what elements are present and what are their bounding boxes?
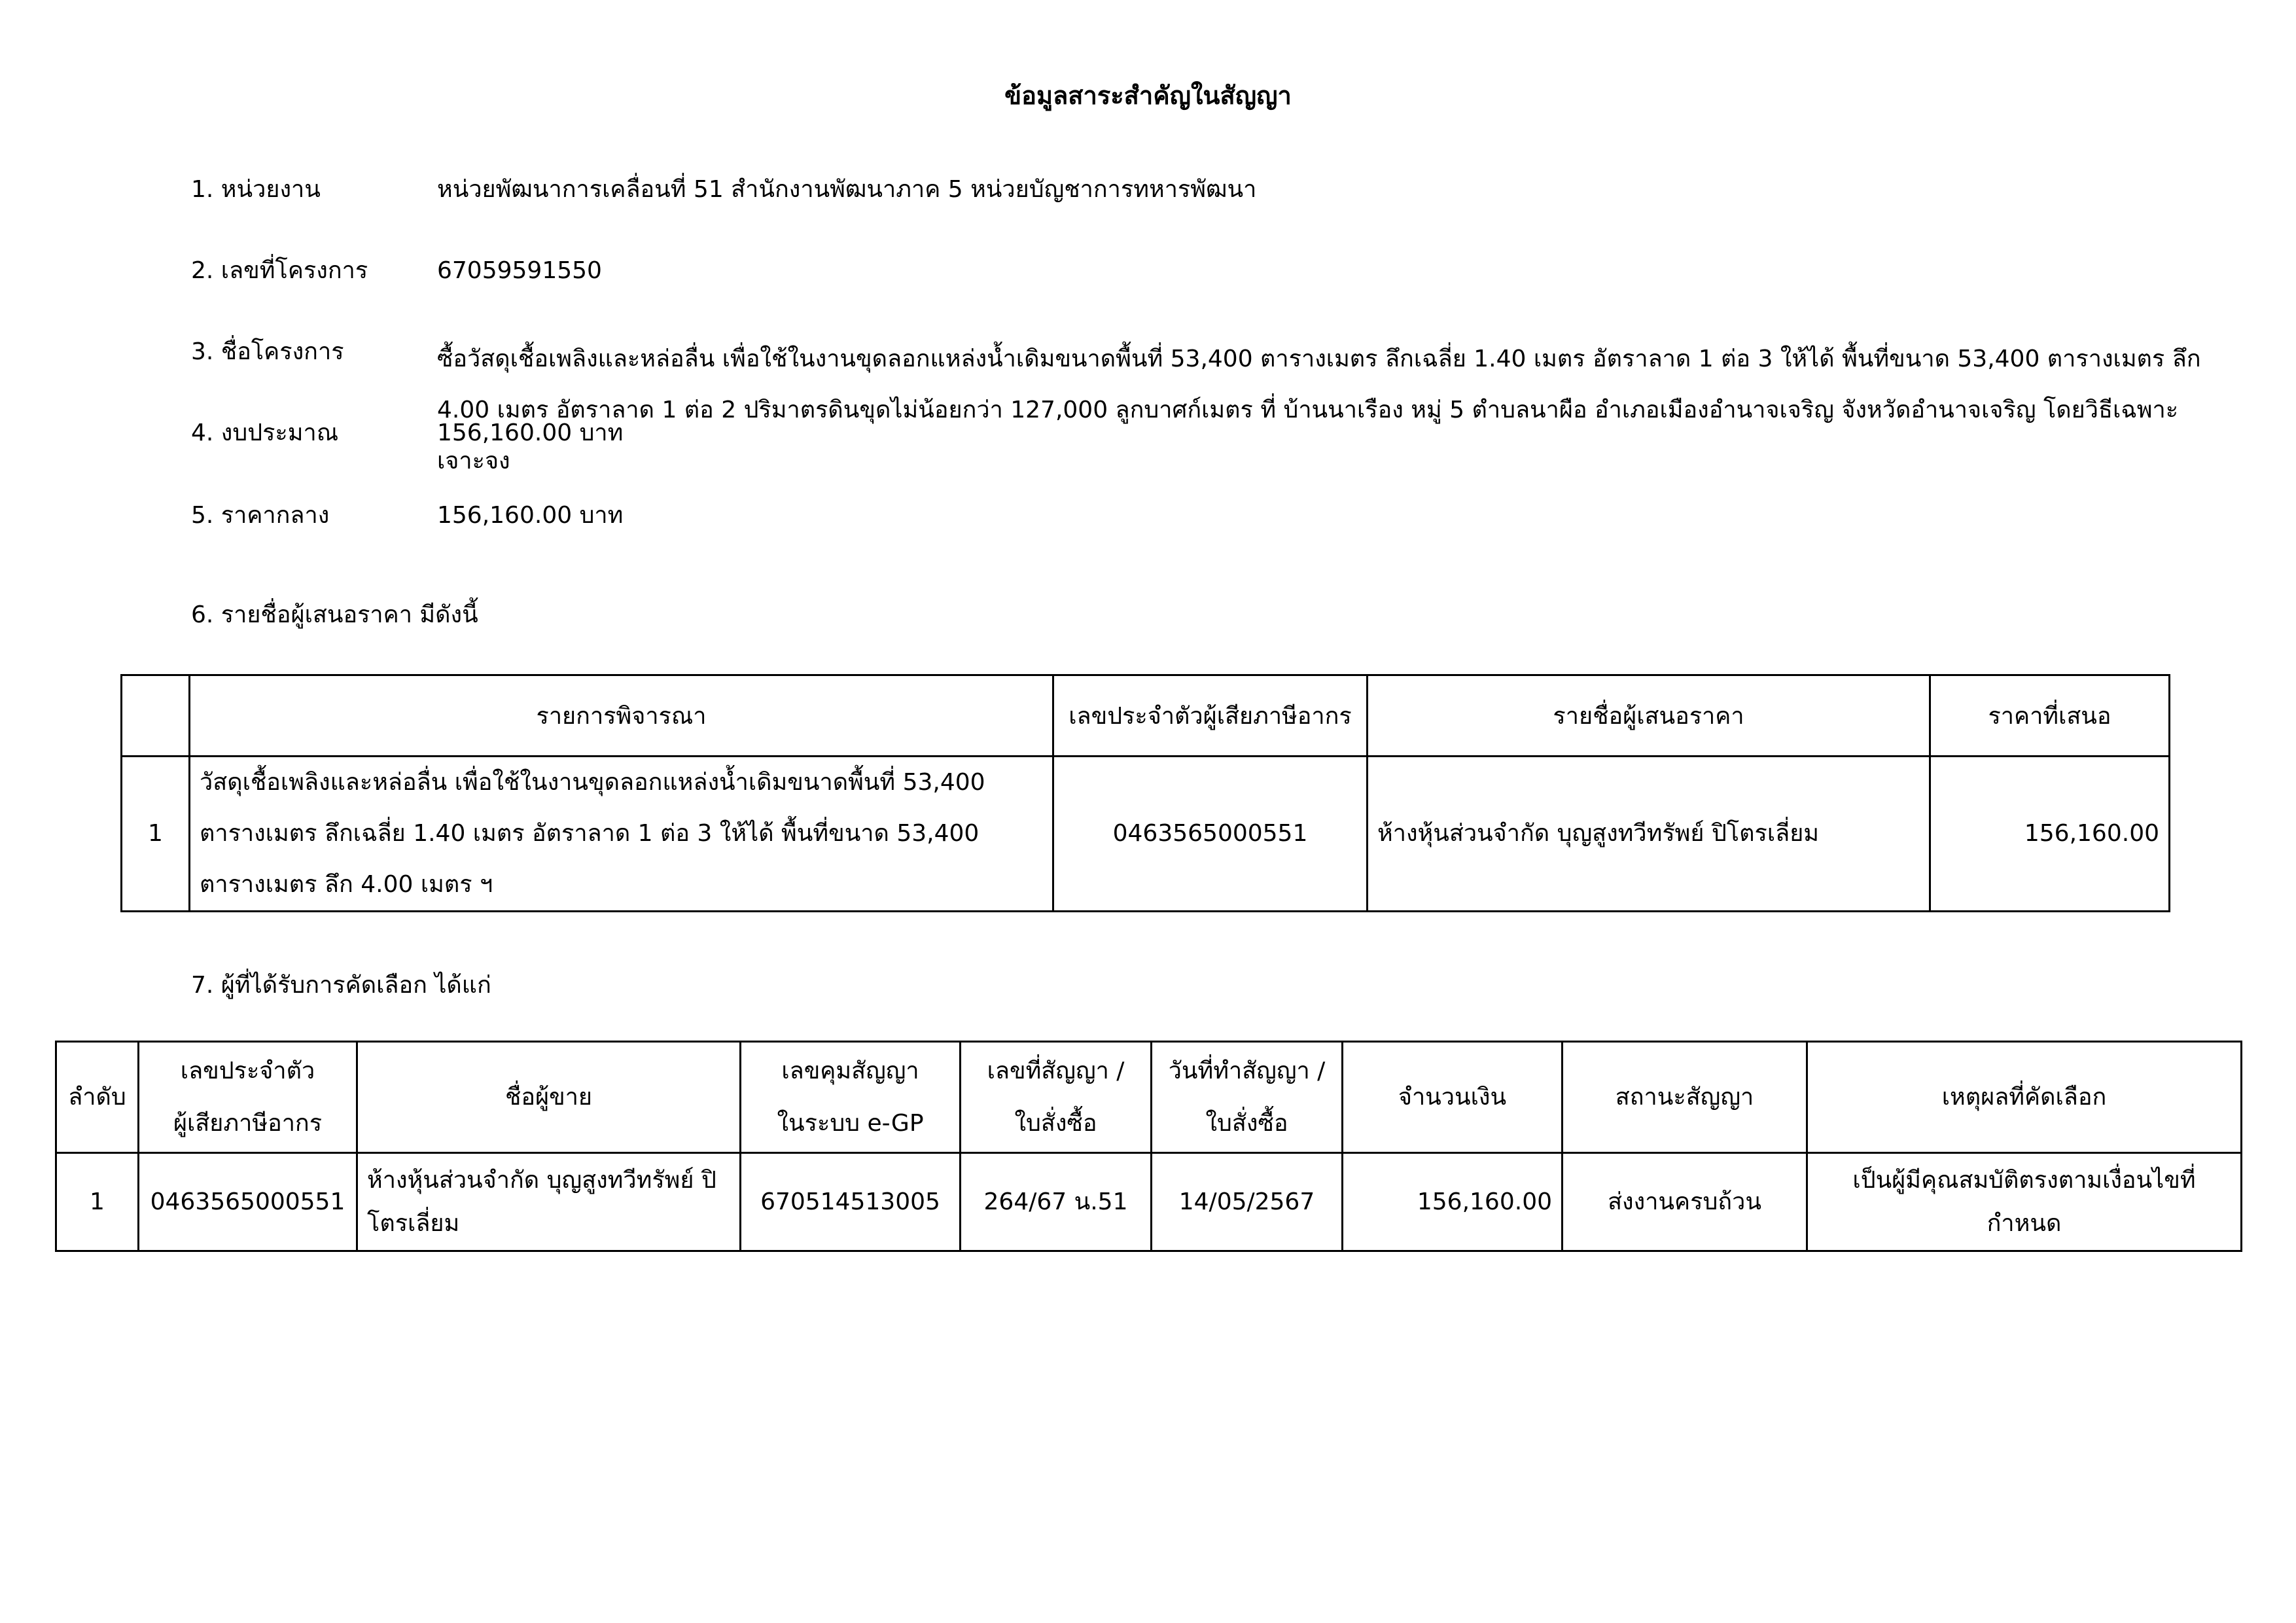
- winner-header-amount: จำนวนเงิน: [1343, 1042, 1563, 1153]
- winner-header-contract-date: [1152, 1042, 1343, 1153]
- winner-header-egp: [741, 1042, 961, 1153]
- project-name-label: 3. ชื่อโครงการ: [191, 338, 344, 365]
- budget-label: 4. งบประมาณ: [191, 419, 339, 446]
- winner-header-seller: ชื่อผู้ขาย: [357, 1042, 741, 1153]
- bidders-cell-item: วัสดุเชื้อเพลิงและหล่อลื่น เพื่อใช้ในงานขุดลอกแหล่งน้ำเดิมขนาดพื้นที่ 53,400 ตารางเมตร ลึกเฉลี่ย 1.40 เมตร อัตราลาด 1 ต่อ 3 ให้ได้ พื้นที่ขนาด 53,400 ตารางเมตร ลึก 4.00 เมตร ฯ: [190, 757, 1053, 912]
- winner-header-status: สถานะสัญญา: [1563, 1042, 1807, 1153]
- bidders-header-tax-id: เลขประจำตัวผู้เสียภาษีอากร: [1053, 675, 1368, 757]
- agency-label: 1. หน่วยงาน: [191, 176, 321, 203]
- document-title: ข้อมูลสาระสำคัญในสัญญา: [1004, 81, 1292, 110]
- project-number-label: 2. เลขที่โครงการ: [191, 257, 368, 284]
- bidders-header-bidder: รายชื่อผู้เสนอราคา: [1368, 675, 1930, 757]
- winner-cell-seller: ห้างหุ้นส่วนจำกัด บุญสูงทวีทรัพย์ ปิโตรเลี่ยม: [357, 1153, 741, 1251]
- winner-header-no: ลำดับ: [56, 1042, 139, 1153]
- bidders-header-no: [122, 675, 190, 757]
- winner-header-tax-id: [139, 1042, 357, 1153]
- project-number-value: 67059591550: [437, 257, 602, 284]
- bidders-cell-no: 1: [122, 757, 190, 912]
- bidders-table: [120, 674, 2170, 912]
- table-row: [56, 1153, 2242, 1251]
- winner-cell-contract-no: 264/67 น.51: [961, 1153, 1152, 1251]
- winner-header-egp-line1: เลขคุมสัญญา: [781, 1057, 919, 1084]
- agency-value: หน่วยพัฒนาการเคลื่อนที่ 51 สำนักงานพัฒนาภาค 5 หน่วยบัญชาการทหารพัฒนา: [437, 176, 1257, 203]
- winner-header-contract-date-line1: วันที่ทำสัญญา /: [1168, 1057, 1326, 1084]
- bidders-header-price: ราคาที่เสนอ: [1930, 675, 2170, 757]
- winner-table-header-row: [56, 1042, 2242, 1153]
- budget-value: 156,160.00 บาท: [437, 419, 624, 446]
- winner-header-tax-id-line2: ผู้เสียภาษีอากร: [173, 1109, 323, 1137]
- winner-cell-status: ส่งงานครบถ้วน: [1563, 1153, 1807, 1251]
- winner-header-contract-no-line1: เลขที่สัญญา /: [987, 1057, 1125, 1084]
- winner-cell-reason: เป็นผู้มีคุณสมบัติตรงตามเงื่อนไขที่กำหนด: [1807, 1153, 2242, 1251]
- bidders-header-item: รายการพิจารณา: [190, 675, 1053, 757]
- winner-header-tax-id-line1: เลขประจำตัว: [180, 1057, 315, 1084]
- winner-cell-amount: 156,160.00: [1343, 1153, 1563, 1251]
- median-price-label: 5. ราคากลาง: [191, 502, 330, 529]
- winner-cell-no: 1: [56, 1153, 139, 1251]
- winner-cell-egp: 670514513005: [741, 1153, 961, 1251]
- bidders-cell-price: 156,160.00: [1930, 757, 2170, 912]
- table-row: [122, 757, 2170, 912]
- winner-section-heading: 7. ผู้ที่ได้รับการคัดเลือก ได้แก่: [191, 972, 491, 999]
- winner-header-reason: เหตุผลที่คัดเลือก: [1807, 1042, 2242, 1153]
- bidders-cell-tax-id: 0463565000551: [1053, 757, 1368, 912]
- winner-header-contract-no: [961, 1042, 1152, 1153]
- project-name-value: ซื้อวัสดุเชื้อเพลิงและหล่อลื่น เพื่อใช้ในงานขุดลอกแหล่งน้ำเดิมขนาดพื้นที่ 53,400 ตารางเมตร ลึกเฉลี่ย 1.40 เมตร อัตราลาด 1 ต่อ 3 ให้ได้ พื้นที่ขนาด 53,400 ตารางเมตร ลึก 4.00 เมตร อัตราลาด 1 ต่อ 2 ปริมาตรดินขุดไม่น้อยกว่า 127,000 ลูกบาศก์เมตร ที่ บ้านนาเรือง หมู่ 5 ตำบลนาผือ อำเภอเมืองอำนาจเจริญ จังหวัดอำนาจเจริญ โดยวิธีเฉพาะเจาะจง: [437, 346, 2201, 474]
- winner-cell-contract-date: 14/05/2567: [1152, 1153, 1343, 1251]
- median-price-value: 156,160.00 บาท: [437, 502, 624, 529]
- winner-header-egp-line2: ในระบบ e-GP: [777, 1109, 924, 1137]
- winner-cell-tax-id: 0463565000551: [139, 1153, 357, 1251]
- winner-header-contract-no-line2: ใบสั่งซื้อ: [1014, 1109, 1097, 1137]
- bidders-table-header-row: [122, 675, 2170, 757]
- bidders-section-heading: 6. รายชื่อผู้เสนอราคา มีดังนี้: [191, 601, 478, 628]
- winner-table: [55, 1041, 2242, 1252]
- bidders-cell-bidder: ห้างหุ้นส่วนจำกัด บุญสูงทวีทรัพย์ ปิโตรเลี่ยม: [1368, 757, 1930, 912]
- winner-header-contract-date-line2: ใบสั่งซื้อ: [1205, 1109, 1288, 1137]
